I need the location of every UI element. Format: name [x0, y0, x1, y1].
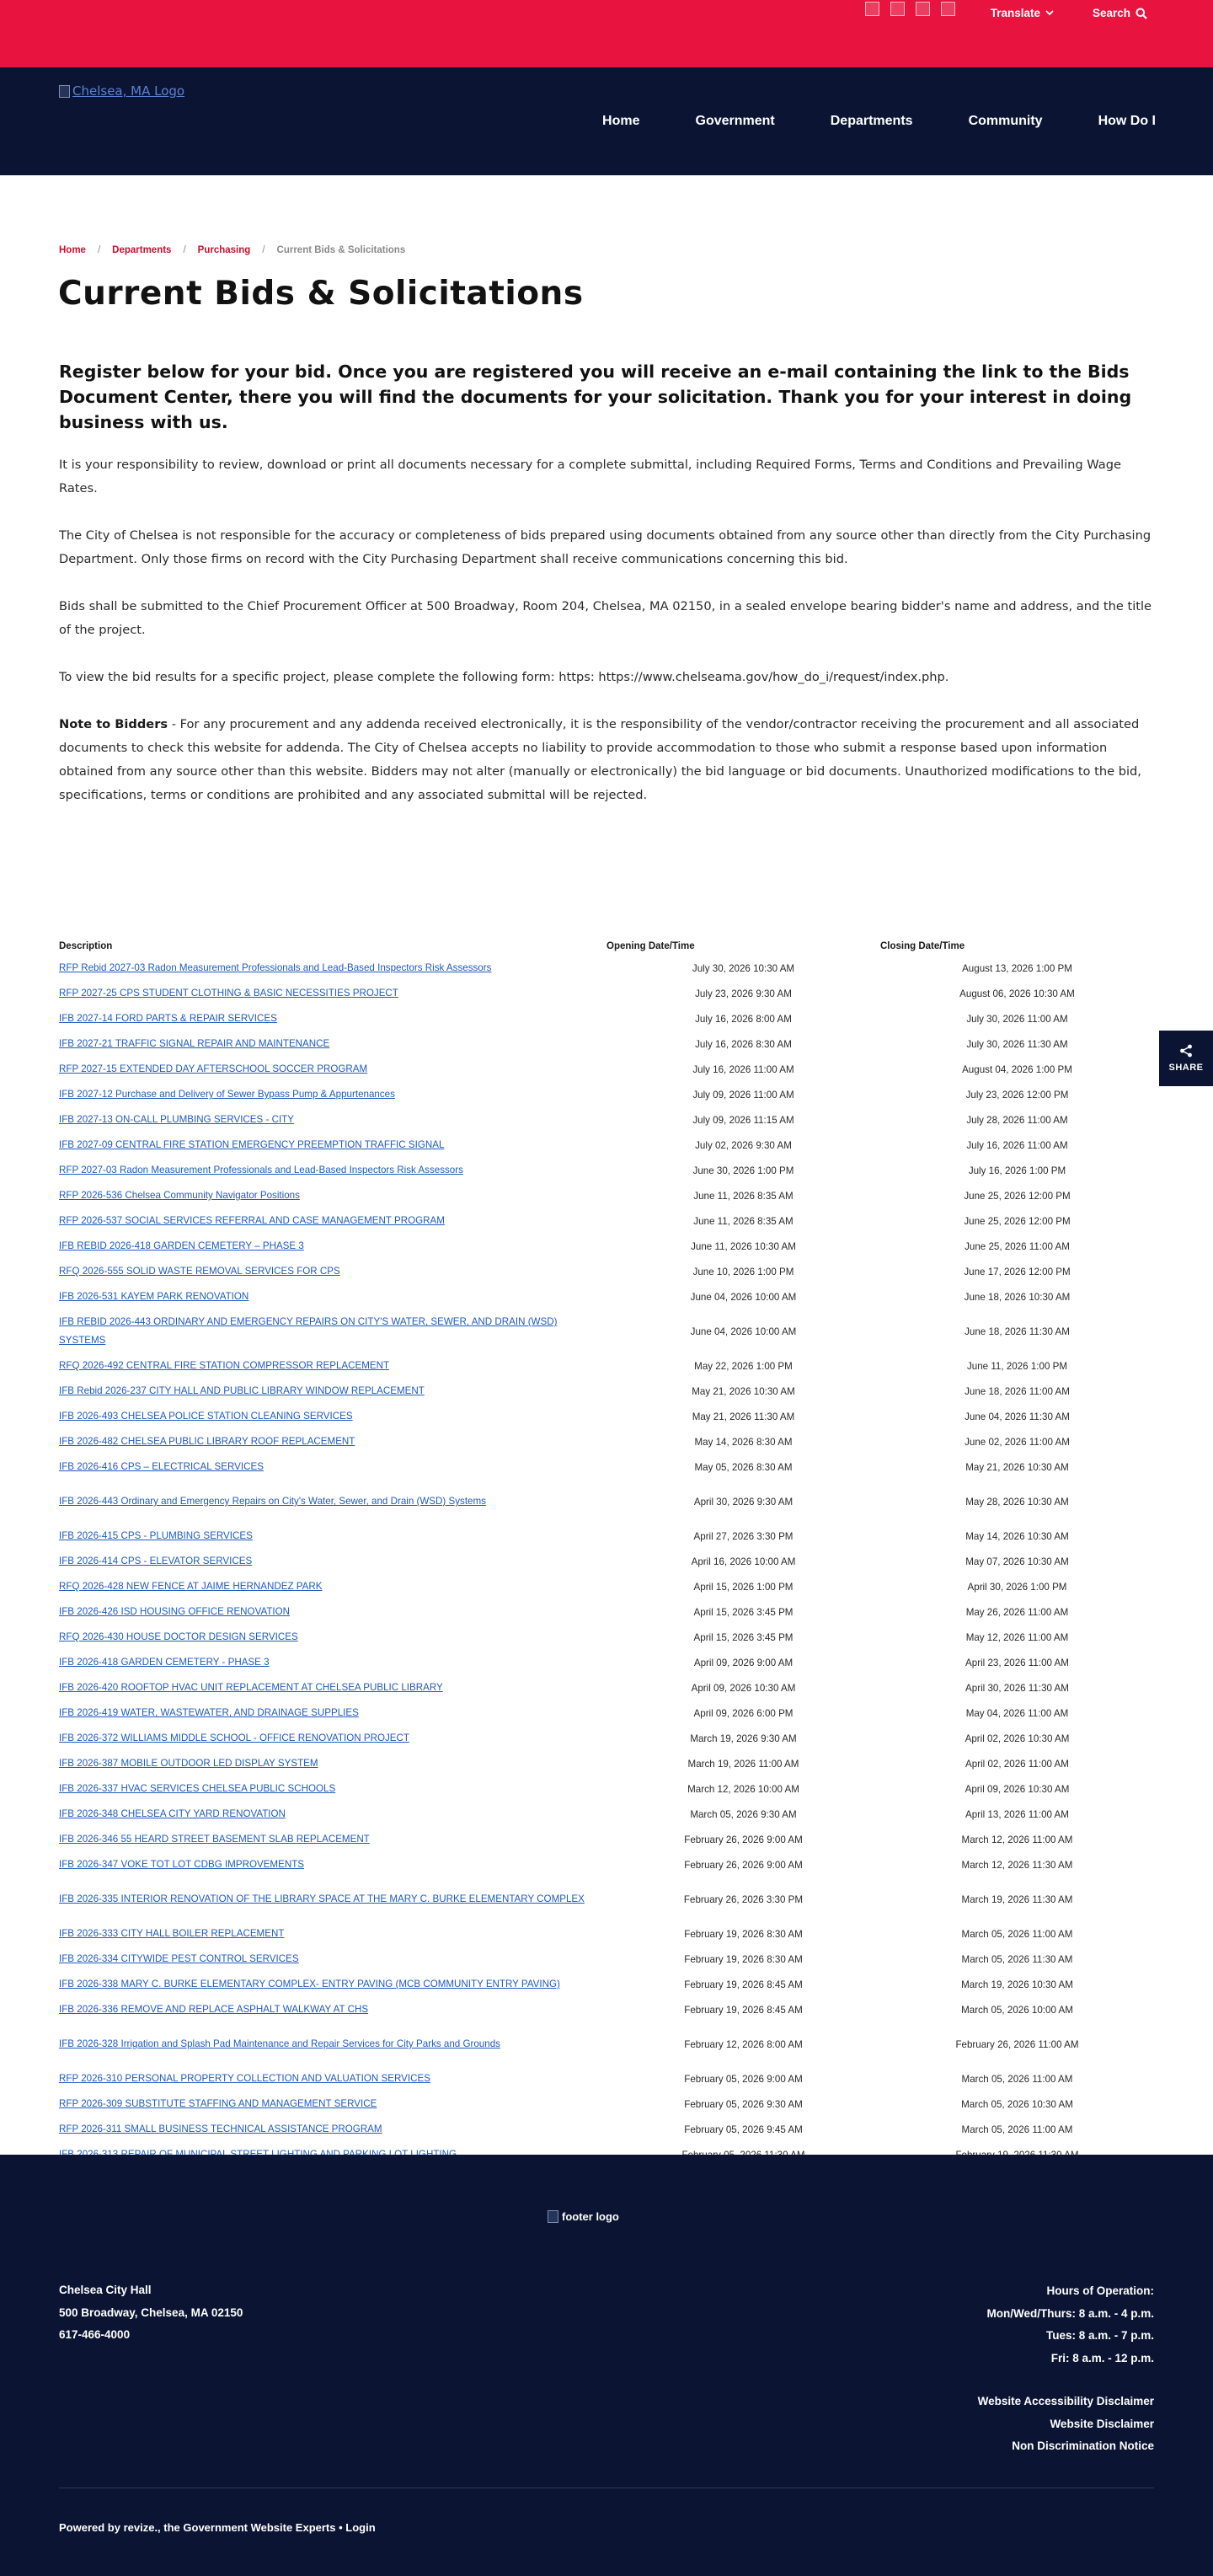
bid-description-cell	[59, 1353, 606, 1379]
twitter-icon[interactable]	[889, 2, 906, 57]
bid-opening-cell: July 09, 2026 11:15 AM	[692, 1114, 794, 1126]
broken-image-icon	[865, 2, 879, 16]
hours-title: Hours of Operation:	[1046, 2284, 1154, 2297]
bid-closing-cell: July 16, 2026 11:00 AM	[966, 1139, 1068, 1151]
bid-opening-cell: April 30, 2026 9:30 AM	[693, 1496, 794, 1508]
bid-description-cell	[59, 1776, 606, 1802]
bid-closing-cell: June 17, 2026 12:00 PM	[964, 1266, 1071, 1277]
table-row	[59, 1599, 1154, 1625]
bid-link[interactable]: IFB Rebid 2026-237 CITY HALL AND PUBLIC LIBRARY WINDOW REPLACEMENT	[59, 1385, 425, 1396]
bid-closing-cell: May 04, 2026 11:00 AM	[965, 1707, 1069, 1719]
bid-link[interactable]: IFB 2026-338 MARY C. BURKE ELEMENTARY COMPLEX- ENTRY PAVING (MCB COMMUNITY ENTRY PAVING)	[59, 1979, 560, 1990]
share-label: SHARE	[1168, 1063, 1204, 1073]
bid-closing-cell: March 05, 2026 10:30 AM	[961, 2098, 1073, 2110]
table-row	[59, 1726, 1154, 1751]
bid-closing-cell: July 28, 2026 11:00 AM	[966, 1114, 1068, 1126]
nav-home[interactable]: Home	[602, 114, 640, 128]
table-row	[59, 1776, 1154, 1802]
login-link[interactable]: Login	[345, 2521, 376, 2534]
bid-link[interactable]: IFB 2026-336 REMOVE AND REPLACE ASPHALT WALKWAY AT CHS	[59, 2004, 369, 2015]
bid-link[interactable]: IFB 2026-493 CHELSEA POLICE STATION CLEANING SERVICES	[59, 1411, 353, 1422]
bid-opening-cell: April 09, 2026 10:30 AM	[691, 1682, 796, 1694]
footer-phone[interactable]: 617-466-4000	[59, 2328, 131, 2341]
search-button[interactable]	[1093, 7, 1147, 19]
footer-link-accessibility[interactable]: Website Accessibility Disclaimer	[977, 2395, 1154, 2407]
note-label: Note to Bidders	[59, 717, 168, 731]
bid-description-cell	[59, 1972, 606, 1997]
bid-description-cell	[59, 2091, 606, 2117]
bid-description-cell	[59, 1921, 606, 1947]
youtube-icon[interactable]	[939, 2, 957, 57]
bid-link[interactable]: IFB 2026-346 55 HEARD STREET BASEMENT SLAB REPLACEMENT	[59, 1834, 370, 1845]
bid-closing-cell: August 13, 2026 1:00 PM	[962, 962, 1072, 974]
facebook-icon[interactable]	[863, 2, 881, 57]
bid-link[interactable]: IFB 2026-333 CITY HALL BOILER REPLACEMENT	[59, 1928, 285, 1939]
table-row	[59, 1284, 1154, 1309]
table-row	[59, 981, 1154, 1006]
paragraph-bid-results: To view the bid results for a specific project, please complete the following form: https: https://www.chelseama.gov/how_do_i/request/index.php.	[59, 670, 949, 684]
bid-link[interactable]: IFB 2026-347 VOKE TOT LOT CDBG IMPROVEMENTS	[59, 1859, 305, 1870]
nav-government[interactable]: Government	[695, 114, 775, 128]
bid-closing-cell: March 19, 2026 11:30 AM	[961, 1893, 1073, 1905]
bid-closing-cell: May 28, 2026 10:30 AM	[965, 1496, 1069, 1508]
table-row	[59, 1921, 1154, 1947]
bid-description-cell	[59, 1549, 606, 1574]
bid-closing-cell: May 07, 2026 10:30 AM	[965, 1556, 1069, 1567]
bid-description-cell	[59, 956, 606, 981]
bid-description-cell	[59, 1183, 606, 1208]
footer-address-street: 500 Broadway, Chelsea, MA 02150	[59, 2306, 243, 2319]
bid-description-cell	[59, 1524, 606, 1549]
bid-link[interactable]: RFP 2026-310 PERSONAL PROPERTY COLLECTION AND VALUATION SERVICES	[59, 2073, 430, 2084]
bid-description-cell	[59, 2066, 606, 2091]
table-row	[59, 1133, 1154, 1158]
bid-opening-cell: April 16, 2026 10:00 AM	[691, 1556, 796, 1567]
footer-links	[978, 2391, 1154, 2458]
table-header-row	[59, 937, 1154, 956]
bid-closing-cell: June 25, 2026 12:00 PM	[964, 1215, 1071, 1227]
bid-opening-cell: March 19, 2026 9:30 AM	[690, 1733, 797, 1744]
powered-by	[59, 2521, 376, 2534]
nav-community[interactable]: Community	[968, 114, 1043, 128]
bid-link[interactable]: IFB 2026-443 Ordinary and Emergency Repairs on City's Water, Sewer, and Drain (WSD) Systems	[59, 1496, 486, 1507]
table-row	[59, 2117, 1154, 2142]
bid-description-cell	[59, 1006, 606, 1031]
table-row	[59, 1379, 1154, 1404]
bid-opening-cell: July 23, 2026 9:30 AM	[695, 988, 792, 999]
bid-closing-cell: March 05, 2026 11:00 AM	[961, 1928, 1073, 1940]
bid-link[interactable]: IFB 2027-14 FORD PARTS & REPAIR SERVICES	[59, 1013, 277, 1024]
bid-closing-cell: June 11, 2026 1:00 PM	[966, 1360, 1068, 1372]
bid-opening-cell: April 09, 2026 6:00 PM	[693, 1707, 794, 1719]
table-row	[59, 1877, 1154, 1921]
bid-description-cell	[59, 1454, 606, 1480]
bid-opening-cell: February 26, 2026 9:00 AM	[684, 1859, 803, 1871]
bid-opening-cell: May 21, 2026 10:30 AM	[692, 1385, 795, 1397]
broken-image-icon	[941, 2, 955, 16]
table-row	[59, 1827, 1154, 1852]
bid-opening-cell: March 12, 2026 10:00 AM	[687, 1783, 799, 1795]
table-row	[59, 1234, 1154, 1259]
search-label: Search	[1092, 7, 1130, 19]
footer-address	[59, 2279, 243, 2347]
bid-closing-cell: March 05, 2026 11:30 AM	[961, 1953, 1073, 1965]
bid-link[interactable]: IFB 2026-335 INTERIOR RENOVATION OF THE LIBRARY SPACE AT THE MARY C. BURKE ELEMENTARY COMPLEX	[59, 1893, 585, 1904]
revize-link[interactable]: Powered by revize., the Government Website Experts	[59, 2521, 336, 2534]
bid-description-cell	[59, 1625, 606, 1650]
bid-description-cell	[59, 2022, 606, 2066]
bid-closing-cell: March 12, 2026 11:00 AM	[961, 1834, 1073, 1845]
bid-opening-cell: July 02, 2026 9:30 AM	[695, 1139, 792, 1151]
bid-link[interactable]: IFB 2026-372 WILLIAMS MIDDLE SCHOOL - OFFICE RENOVATION PROJECT	[59, 1733, 409, 1743]
bid-opening-cell: June 10, 2026 1:00 PM	[692, 1266, 794, 1277]
bid-closing-cell: July 23, 2026 12:00 PM	[965, 1089, 1069, 1101]
note-text: - For any procurement and any addenda received electronically, it is the responsibility of the vendor/contractor receiving the procurement and all associated documents to check this website for addenda. The City of Chelsea accepts no liability to provide accommodation to those who submit a response based upon information obtained from any source other than this website. Bidders may not alter (manually or electronically) the bid language or bid documents. Unauthorized modifications to the bid, specifications, terms or conditions are prohibited and any associated submittal will be rejected.	[59, 717, 1141, 802]
table-row	[59, 2066, 1154, 2091]
table-row	[59, 1802, 1154, 1827]
lead-paragraph: Register below for your bid. Once you are registered you will receive an e-mail containing the link to the Bids Document Center, there you will find the documents for your solicitation. Thank you for your interest in doing business with us.	[59, 361, 1132, 432]
bid-opening-cell: May 22, 2026 1:00 PM	[694, 1360, 793, 1372]
main-nav	[602, 67, 1156, 175]
bid-description-cell	[59, 1429, 606, 1454]
bid-description-cell	[59, 1997, 606, 2022]
table-row	[59, 1183, 1154, 1208]
bid-link[interactable]: IFB 2026-387 MOBILE OUTDOOR LED DISPLAY SYSTEM	[59, 1758, 318, 1769]
bid-closing-cell: March 05, 2026 10:00 AM	[961, 2004, 1073, 2016]
bid-link[interactable]: IFB 2027-13 ON-CALL PLUMBING SERVICES - CITY	[59, 1114, 294, 1125]
table-row	[59, 1259, 1154, 1284]
table-row	[59, 1353, 1154, 1379]
breadcrumb-separator: /	[97, 245, 101, 255]
bid-opening-cell: April 09, 2026 9:00 AM	[693, 1657, 794, 1668]
bid-link[interactable]: IFB 2026-348 CHELSEA CITY YARD RENOVATION	[59, 1808, 286, 1819]
bid-description-cell	[59, 1158, 606, 1183]
bid-closing-cell: August 06, 2026 10:30 AM	[959, 988, 1075, 999]
bid-closing-cell: June 18, 2026 10:30 AM	[964, 1291, 1071, 1303]
table-row	[59, 1751, 1154, 1776]
table-row	[59, 1524, 1154, 1549]
footer-logo-alt: footer logo	[562, 2210, 619, 2223]
breadcrumb-separator: /	[262, 245, 265, 255]
bid-closing-cell: March 12, 2026 11:30 AM	[961, 1859, 1073, 1871]
bid-closing-cell: May 12, 2026 11:00 AM	[965, 1631, 1069, 1643]
bid-description-cell	[59, 1726, 606, 1751]
table-row	[59, 1625, 1154, 1650]
translate-button[interactable]	[991, 7, 1054, 19]
breadcrumb-departments[interactable]: Departments	[112, 245, 172, 255]
bid-closing-cell: August 04, 2026 1:00 PM	[962, 1063, 1072, 1075]
column-header-opening: Opening Date/Time	[606, 941, 695, 951]
main-header	[0, 67, 1213, 175]
hours-mon-wed-thurs: Mon/Wed/Thurs: 8 a.m. - 4 p.m.	[986, 2306, 1154, 2320]
bid-closing-cell: June 18, 2026 11:00 AM	[965, 1385, 1070, 1397]
table-row	[59, 1675, 1154, 1700]
table-row	[59, 1031, 1154, 1057]
bid-closing-cell: March 05, 2026 11:00 AM	[961, 2073, 1073, 2085]
bid-opening-cell: June 11, 2026 10:30 AM	[691, 1240, 796, 1252]
bid-link[interactable]: IFB 2026-420 ROOFTOP HVAC UNIT REPLACEMENT AT CHELSEA PUBLIC LIBRARY	[59, 1682, 443, 1693]
bid-opening-cell: June 04, 2026 10:00 AM	[690, 1325, 797, 1337]
bid-closing-cell: April 09, 2026 10:30 AM	[965, 1783, 1070, 1795]
broken-image-icon	[916, 2, 930, 16]
bid-opening-cell: April 15, 2026 1:00 PM	[693, 1581, 794, 1593]
bid-description-cell	[59, 1675, 606, 1700]
table-row	[59, 1082, 1154, 1107]
bid-opening-cell: May 05, 2026 8:30 AM	[694, 1461, 793, 1473]
bid-link[interactable]: IFB 2026-419 WATER, WASTEWATER, AND DRAINAGE SUPPLIES	[59, 1707, 359, 1718]
bid-closing-cell: April 13, 2026 11:00 AM	[965, 1808, 1069, 1820]
table-row	[59, 1404, 1154, 1429]
bid-description-cell	[59, 2117, 606, 2142]
bid-description-cell	[59, 1599, 606, 1625]
paragraph-submission: Bids shall be submitted to the Chief Procurement Officer at 500 Broadway, Room 204, Chelsea, MA 02150, in a sealed envelope bearing bidder's name and address, and the title of the project.	[59, 599, 1152, 637]
bid-opening-cell: June 11, 2026 8:35 AM	[693, 1215, 794, 1227]
search-icon	[1136, 8, 1147, 19]
hours-tues: Tues: 8 a.m. - 7 p.m.	[1045, 2329, 1154, 2342]
bid-opening-cell: May 14, 2026 8:30 AM	[694, 1436, 793, 1448]
table-row	[59, 1997, 1154, 2022]
page-title: Current Bids & Solicitations	[58, 275, 584, 313]
logo-alt-text: Chelsea, MA Logo	[72, 83, 185, 99]
footer-hours	[986, 2280, 1154, 2370]
bid-closing-cell: July 16, 2026 1:00 PM	[968, 1165, 1066, 1176]
bid-opening-cell: February 12, 2026 8:00 AM	[684, 2038, 803, 2050]
broken-image-icon	[890, 2, 905, 16]
bid-opening-cell: February 05, 2026 9:45 AM	[684, 2123, 803, 2135]
bid-link[interactable]: IFB 2026-334 CITYWIDE PEST CONTROL SERVICES	[59, 1953, 299, 1964]
bid-opening-cell: April 15, 2026 3:45 PM	[693, 1631, 794, 1643]
table-row	[59, 1574, 1154, 1599]
bid-link[interactable]: RFP 2027-25 CPS STUDENT CLOTHING & BASIC NECESSITIES PROJECT	[59, 988, 398, 999]
share-button[interactable]	[1159, 1031, 1213, 1086]
chevron-down-icon	[1045, 10, 1054, 16]
bid-closing-cell: March 05, 2026 11:00 AM	[961, 2123, 1073, 2135]
bid-closing-cell: March 19, 2026 10:30 AM	[961, 1979, 1073, 1990]
bid-opening-cell: February 19, 2026 8:45 AM	[684, 2004, 803, 2016]
broken-image-icon	[548, 2210, 558, 2223]
bid-description-cell	[59, 1208, 606, 1234]
bids-table	[59, 937, 1154, 2193]
bid-description-cell	[59, 1031, 606, 1057]
bid-link[interactable]: IFB 2026-414 CPS - ELEVATOR SERVICES	[59, 1556, 253, 1566]
bid-description-cell	[59, 1574, 606, 1599]
bid-description-cell	[59, 1259, 606, 1284]
bid-description-cell	[59, 1947, 606, 1972]
bid-link[interactable]: IFB 2026-337 HVAC SERVICES CHELSEA PUBLIC SCHOOLS	[59, 1783, 336, 1794]
social-icons	[863, 2, 957, 57]
table-row	[59, 1480, 1154, 1524]
bid-link[interactable]: IFB 2027-09 CENTRAL FIRE STATION EMERGENCY PREEMPTION TRAFFIC SIGNAL	[59, 1139, 445, 1150]
bid-closing-cell: June 04, 2026 11:30 AM	[965, 1411, 1070, 1422]
bid-opening-cell: February 19, 2026 8:45 AM	[684, 1979, 803, 1990]
bid-link[interactable]: IFB REBID 2026-418 GARDEN CEMETERY – PHASE 3	[59, 1240, 304, 1251]
bid-link[interactable]: RFQ 2026-428 NEW FENCE AT JAIME HERNANDEZ PARK	[59, 1581, 323, 1592]
bid-description-cell	[59, 1751, 606, 1776]
breadcrumb-home[interactable]: Home	[59, 245, 86, 255]
footer-address-name: Chelsea City Hall	[59, 2284, 152, 2296]
bid-link[interactable]: RFQ 2026-492 CENTRAL FIRE STATION COMPRESSOR REPLACEMENT	[59, 1360, 390, 1371]
bid-opening-cell: March 19, 2026 11:00 AM	[687, 1758, 799, 1770]
instagram-icon[interactable]	[914, 2, 932, 57]
bid-link[interactable]: RFP 2027-15 EXTENDED DAY AFTERSCHOOL SOCCER PROGRAM	[59, 1063, 368, 1074]
paragraph-accuracy: The City of Chelsea is not responsible for the accuracy or completeness of bids prepared using documents obtained from any source other than directly from the City Purchasing Department. Only those firms on record with the City Purchasing Department shall receive communications concerning this bid.	[59, 528, 1152, 566]
bid-opening-cell: July 16, 2026 8:00 AM	[695, 1013, 792, 1025]
bid-link[interactable]: RFP 2026-537 SOCIAL SERVICES REFERRAL AND CASE MANAGEMENT PROGRAM	[59, 1215, 445, 1226]
bid-opening-cell: July 16, 2026 8:30 AM	[695, 1038, 792, 1050]
bid-closing-cell: July 30, 2026 11:00 AM	[966, 1013, 1068, 1025]
bid-link[interactable]: RFP 2026-536 Chelsea Community Navigator Positions	[59, 1190, 300, 1201]
hours-fri: Fri: 8 a.m. - 12 p.m.	[1050, 2351, 1154, 2364]
paragraph-responsibility: It is your responsibility to review, download or print all documents necessary for a complete submittal, including Required Forms, Terms and Conditions and Prevailing Wage Rates.	[59, 458, 1121, 495]
bid-closing-cell: April 02, 2026 10:30 AM	[965, 1733, 1070, 1744]
bid-closing-cell: May 21, 2026 10:30 AM	[965, 1461, 1069, 1473]
broken-image-icon	[59, 85, 70, 98]
table-row	[59, 1208, 1154, 1234]
bid-link[interactable]: RFP Rebid 2027-03 Radon Measurement Professionals and Lead-Based Inspectors Risk Assessors	[59, 962, 492, 973]
bid-opening-cell: February 05, 2026 9:30 AM	[684, 2098, 803, 2110]
bid-opening-cell: July 30, 2026 10:30 AM	[692, 962, 795, 974]
table-row	[59, 1107, 1154, 1133]
bid-description-cell	[59, 1107, 606, 1133]
share-icon	[1179, 1044, 1193, 1058]
bid-link[interactable]: RFP 2027-03 Radon Measurement Professionals and Lead-Based Inspectors Risk Assessors	[59, 1165, 463, 1176]
bid-description-cell	[59, 1057, 606, 1082]
bid-description-cell	[59, 1234, 606, 1259]
bid-link[interactable]: IFB 2026-482 CHELSEA PUBLIC LIBRARY ROOF REPLACEMENT	[59, 1436, 355, 1447]
table-row	[59, 1700, 1154, 1726]
table-row	[59, 1549, 1154, 1574]
bid-description-cell	[59, 1309, 606, 1353]
bid-closing-cell: April 30, 2026 11:30 AM	[965, 1682, 1069, 1694]
bid-description-cell	[59, 1650, 606, 1675]
bid-opening-cell: March 05, 2026 9:30 AM	[690, 1808, 797, 1820]
column-header-closing: Closing Date/Time	[880, 941, 965, 951]
table-row	[59, 1158, 1154, 1183]
footer-link-non-discrimination[interactable]: Non Discrimination Notice	[1012, 2439, 1154, 2452]
page-content	[59, 359, 1156, 807]
bid-link[interactable]: RFQ 2026-430 HOUSE DOCTOR DESIGN SERVICES	[59, 1631, 298, 1642]
bid-description-cell	[59, 1133, 606, 1158]
bid-link[interactable]: IFB 2026-418 GARDEN CEMETERY - PHASE 3	[59, 1657, 270, 1668]
bid-closing-cell: April 02, 2026 11:00 AM	[965, 1758, 1069, 1770]
bid-opening-cell: February 05, 2026 9:00 AM	[684, 2073, 803, 2085]
bid-link[interactable]: IFB 2026-328 Irrigation and Splash Pad Maintenance and Repair Services for City Parks and Grounds	[59, 2038, 500, 2049]
breadcrumb-current: Current Bids & Solicitations	[276, 245, 406, 255]
bid-opening-cell: June 11, 2026 8:35 AM	[693, 1190, 794, 1202]
table-row	[59, 1429, 1154, 1454]
translate-label: Translate	[990, 7, 1040, 19]
table-row	[59, 1947, 1154, 1972]
bid-closing-cell: June 18, 2026 11:30 AM	[965, 1325, 1070, 1337]
bid-description-cell	[59, 1802, 606, 1827]
bid-opening-cell: May 21, 2026 11:30 AM	[692, 1411, 795, 1422]
bids-table-body	[59, 956, 1154, 2193]
site-footer	[0, 2155, 1213, 2576]
breadcrumb-separator: /	[183, 245, 186, 255]
nav-how-do-i[interactable]: How Do I	[1098, 114, 1156, 128]
bid-link[interactable]: IFB 2027-12 Purchase and Delivery of Sewer Bypass Pump & Appurtenances	[59, 1089, 395, 1100]
bid-opening-cell: June 04, 2026 10:00 AM	[690, 1291, 797, 1303]
bid-link[interactable]: IFB 2026-426 ISD HOUSING OFFICE RENOVATION	[59, 1606, 291, 1617]
bid-opening-cell: April 15, 2026 3:45 PM	[693, 1606, 794, 1618]
footer-link-disclaimer[interactable]: Website Disclaimer	[1050, 2417, 1154, 2430]
bid-opening-cell: February 19, 2026 8:30 AM	[684, 1953, 803, 1965]
table-row	[59, 1454, 1154, 1480]
note-to-bidders	[59, 713, 1156, 807]
site-logo[interactable]	[59, 83, 184, 99]
bid-closing-cell: April 23, 2026 11:00 AM	[965, 1657, 1069, 1668]
nav-departments[interactable]: Departments	[830, 114, 913, 128]
bid-description-cell	[59, 1852, 606, 1877]
column-header-description: Description	[59, 941, 113, 951]
table-row	[59, 1852, 1154, 1877]
bid-closing-cell: July 30, 2026 11:30 AM	[966, 1038, 1068, 1050]
bid-description-cell	[59, 1700, 606, 1726]
bid-opening-cell: February 26, 2026 9:00 AM	[684, 1834, 803, 1845]
table-row	[59, 1650, 1154, 1675]
bid-link[interactable]: RFQ 2026-555 SOLID WASTE REMOVAL SERVICES FOR CPS	[59, 1266, 340, 1277]
bid-link[interactable]: RFP 2026-309 SUBSTITUTE STAFFING AND MANAGEMENT SERVICE	[59, 2098, 377, 2109]
table-row	[59, 956, 1154, 981]
bid-link[interactable]: IFB 2026-416 CPS – ELECTRICAL SERVICES	[59, 1461, 264, 1472]
bid-opening-cell: July 09, 2026 11:00 AM	[692, 1089, 794, 1101]
bid-description-cell	[59, 1827, 606, 1852]
footer-logo	[548, 2210, 619, 2223]
bid-opening-cell: February 26, 2026 3:30 PM	[683, 1893, 804, 1905]
bid-description-cell	[59, 1877, 606, 1921]
bid-opening-cell: June 30, 2026 1:00 PM	[692, 1165, 794, 1176]
powered-separator: •	[335, 2521, 346, 2534]
bid-closing-cell: May 14, 2026 10:30 AM	[965, 1530, 1069, 1542]
bid-opening-cell: July 16, 2026 11:00 AM	[692, 1063, 794, 1075]
bid-description-cell	[59, 1379, 606, 1404]
table-row	[59, 1006, 1154, 1031]
bid-description-cell	[59, 981, 606, 1006]
bid-closing-cell: June 02, 2026 11:00 AM	[965, 1436, 1070, 1448]
bid-link[interactable]: RFP 2026-311 SMALL BUSINESS TECHNICAL ASSISTANCE PROGRAM	[59, 2123, 382, 2134]
table-row	[59, 1972, 1154, 1997]
bid-closing-cell: June 25, 2026 11:00 AM	[965, 1240, 1070, 1252]
bid-description-cell	[59, 1480, 606, 1524]
table-row	[59, 2022, 1154, 2066]
bid-link[interactable]: IFB REBID 2026-443 ORDINARY AND EMERGENCY REPAIRS ON CITY'S WATER, SEWER, AND DRAIN (WSD) SYSTEMS	[59, 1316, 558, 1346]
bid-description-cell	[59, 1404, 606, 1429]
breadcrumb-purchasing[interactable]: Purchasing	[197, 245, 251, 255]
breadcrumb	[59, 245, 405, 255]
table-row	[59, 1309, 1154, 1353]
bid-closing-cell: February 26, 2026 11:00 AM	[955, 2038, 1079, 2050]
bid-description-cell	[59, 1284, 606, 1309]
bid-description-cell	[59, 1082, 606, 1107]
bid-link[interactable]: IFB 2027-21 TRAFFIC SIGNAL REPAIR AND MAINTENANCE	[59, 1038, 330, 1049]
bid-link[interactable]: IFB 2026-415 CPS - PLUMBING SERVICES	[59, 1530, 253, 1541]
bid-opening-cell: April 27, 2026 3:30 PM	[693, 1530, 794, 1542]
bid-closing-cell: April 30, 2026 1:00 PM	[967, 1581, 1067, 1593]
bid-closing-cell: June 25, 2026 12:00 PM	[964, 1190, 1071, 1202]
bid-opening-cell: February 19, 2026 8:30 AM	[684, 1928, 803, 1940]
table-row	[59, 1057, 1154, 1082]
utility-bar	[0, 0, 1213, 67]
table-row	[59, 2091, 1154, 2117]
bid-link[interactable]: IFB 2026-531 KAYEM PARK RENOVATION	[59, 1291, 249, 1302]
bid-closing-cell: May 26, 2026 11:00 AM	[965, 1606, 1069, 1618]
